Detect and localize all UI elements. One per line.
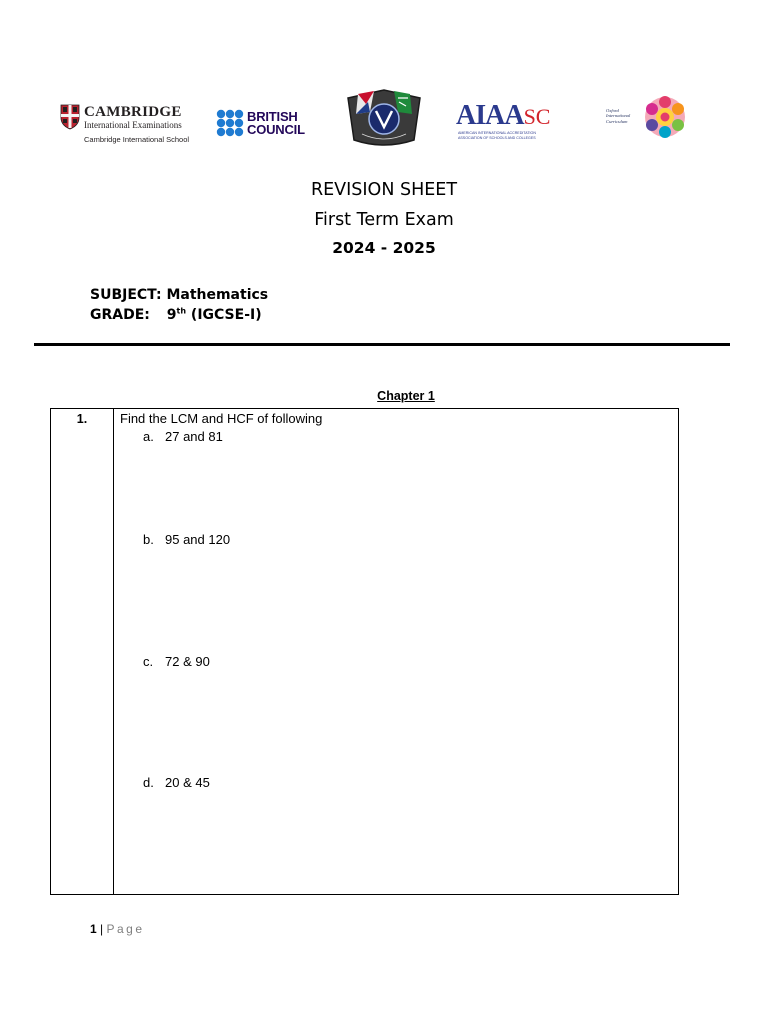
british-council-dots-icon — [216, 109, 244, 137]
british-council-logo — [216, 107, 316, 139]
grade-label: GRADE: — [90, 307, 150, 323]
aiaasc-fine-print: AMERICAN INTERNATIONAL ACCREDITATION ASSOCIATION OF SCHOOLS AND COLLEGES — [458, 131, 536, 140]
subject-value: Mathematics — [166, 287, 269, 303]
part-label: a. — [143, 429, 154, 444]
aiaasc-mark — [456, 102, 550, 131]
document-title: REVISION SHEET — [310, 180, 458, 200]
cambridge-subtitle: International Examinations — [84, 120, 182, 130]
grade-number: 9 — [166, 307, 177, 323]
page-number: 1 — [90, 922, 97, 936]
british-council-line1: BRITISH — [247, 109, 298, 124]
grade-detail: (IGCSE-I) — [190, 307, 262, 323]
subject-line — [90, 287, 268, 303]
oxford-curriculum-logo — [606, 96, 698, 138]
question-number: 1. — [76, 412, 88, 426]
question-number-cell — [51, 409, 114, 894]
part-text: 27 and 81 — [165, 429, 223, 444]
page-separator: | — [100, 922, 104, 936]
part-label: c. — [143, 654, 154, 669]
chapter-heading: Chapter 1 — [377, 389, 435, 403]
question-table — [50, 408, 679, 895]
question-part-b — [143, 532, 230, 547]
oxford-curriculum-text: Oxford International Curriculum — [606, 108, 631, 124]
grade-suffix: th — [176, 306, 187, 316]
cambridge-shield-icon — [60, 104, 80, 130]
british-council-line2: COUNCIL — [247, 122, 305, 137]
part-text: 72 & 90 — [165, 654, 210, 669]
cambridge-logo — [60, 104, 190, 146]
page-footer — [90, 922, 145, 936]
part-label: d. — [143, 775, 154, 790]
cambridge-school-name: Cambridge International School — [84, 135, 190, 144]
question-part-c — [143, 654, 210, 669]
page-label: Page — [106, 922, 145, 936]
question-prompt: Find the LCM and HCF of following — [120, 411, 323, 426]
aiaasc-logo — [456, 102, 560, 142]
part-text: 95 and 120 — [165, 532, 231, 547]
cambridge-name: CAMBRIDGE — [84, 104, 182, 120]
part-label: b. — [143, 532, 154, 547]
exam-title: First Term Exam — [314, 210, 454, 230]
grade-line — [90, 307, 262, 323]
subject-label: SUBJECT: — [90, 287, 162, 303]
academic-year: 2024 - 2025 — [332, 239, 436, 257]
aiaasc-mark-suffix: SC — [523, 104, 551, 129]
school-crest-logo — [344, 84, 424, 150]
logo-strip — [0, 82, 768, 152]
question-part-a — [143, 429, 223, 444]
oxford-mandala-icon — [644, 96, 686, 138]
aiaasc-mark-main: AIAA — [456, 100, 524, 131]
header-divider — [34, 343, 730, 346]
school-crest-icon — [344, 84, 424, 150]
part-text: 20 & 45 — [165, 775, 210, 790]
question-part-d — [143, 775, 210, 790]
